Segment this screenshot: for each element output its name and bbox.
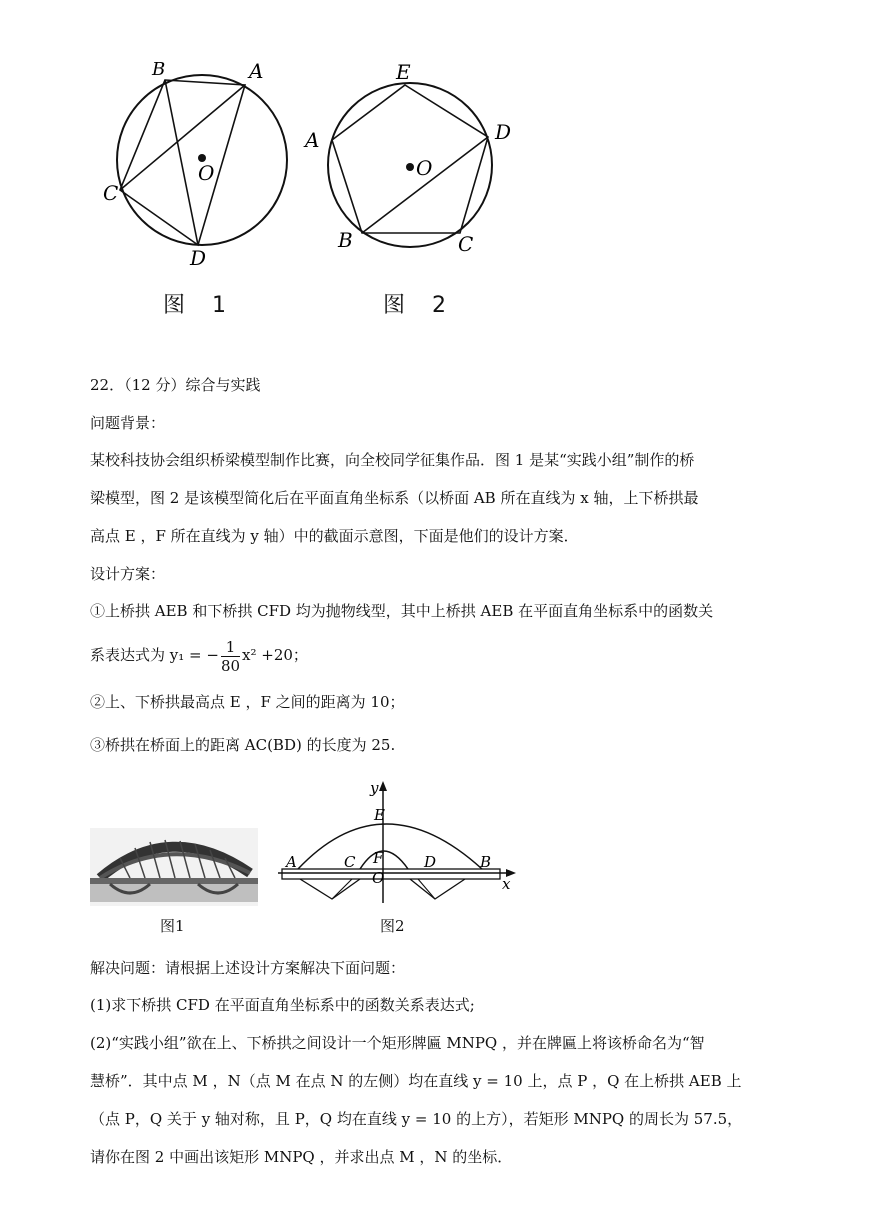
- label-E: E: [374, 806, 385, 824]
- bridge-model-image: [90, 828, 258, 906]
- design-title: 设计方案：: [90, 565, 166, 583]
- circle-pentagon-diagram: [300, 55, 530, 275]
- design-item-2: ②上、下桥拱最高点 E ，F 之间的距离为 10；: [90, 693, 405, 711]
- fraction: [221, 638, 240, 675]
- bridge-photo: [90, 828, 258, 906]
- label-D: D: [424, 853, 437, 871]
- label-A: A: [249, 59, 264, 83]
- label-O: O: [198, 161, 215, 185]
- label-O: O: [416, 156, 433, 180]
- design-item-1-line-1: ①上桥拱 AEB 和下桥拱 CFD 均为抛物线型，其中上桥拱 AEB 在平面直角坐标系中的函数关: [90, 602, 714, 620]
- background-line-2: 梁模型，图 2 是该模型简化后在平面直角坐标系（以桥面 AB 所在直线为 x 轴，上下桥拱最: [90, 489, 699, 507]
- bridge-figure-caption-2: 图2: [380, 917, 405, 935]
- bridge-cross-section-diagram: [270, 775, 520, 910]
- formula-prefix: 系表达式为 y₁ = −: [90, 646, 219, 664]
- solve-title: 解决问题：请根据上述设计方案解决下面问题：: [90, 959, 406, 977]
- label-D: D: [190, 246, 207, 270]
- label-C: C: [103, 181, 119, 205]
- figure-1-caption: 图 1: [163, 293, 236, 318]
- label-B: B: [152, 59, 166, 80]
- background-line-3: 高点 E ，F 所在直线为 y 轴）中的截面示意图，下面是他们的设计方案．: [90, 527, 579, 545]
- fraction-numerator: 1: [221, 638, 240, 657]
- formula-suffix: x² +20；: [242, 646, 308, 664]
- axis-label-y: y: [370, 779, 379, 797]
- bridge-figure-caption-1: 图1: [160, 917, 185, 935]
- design-item-3: ③桥拱在桥面上的距离 AC(BD) 的长度为 25.: [90, 736, 396, 754]
- center-dot: [406, 163, 414, 171]
- label-A: A: [305, 128, 320, 152]
- question-1: (1)求下桥拱 CFD 在平面直角坐标系中的函数关系表达式;: [90, 996, 475, 1014]
- label-E: E: [396, 60, 411, 84]
- label-A: A: [286, 853, 297, 871]
- figure-1: [95, 50, 310, 280]
- question-2-line-4: 请你在图 2 中画出该矩形 MNPQ ，并求出点 M ，N 的坐标．: [90, 1148, 513, 1166]
- origin-label: O: [372, 869, 385, 887]
- background-title: 问题背景：: [90, 414, 166, 432]
- figure-2-caption: 图 2: [383, 293, 456, 318]
- label-B: B: [338, 228, 353, 252]
- label-F: F: [373, 849, 384, 867]
- design-item-1-formula: [90, 636, 308, 675]
- axis-label-x: x: [502, 875, 511, 893]
- circle-quadrilateral-diagram: [95, 50, 310, 280]
- background-line-1: 某校科技协会组织桥梁模型制作比赛，向全校同学征集作品．图 1 是某“实践小组”制作的桥: [90, 451, 695, 469]
- label-C: C: [344, 853, 356, 871]
- fraction-denominator: 80: [220, 656, 241, 675]
- label-B: B: [480, 853, 492, 871]
- figure-2: [300, 55, 530, 275]
- question-2-line-2: 慧桥”．其中点 M ，N（点 M 在点 N 的左侧）均在直线 y = 10 上，点 P ，Q 在上桥拱 AEB 上: [90, 1072, 742, 1090]
- question-2-line-1: (2)“实践小组”欲在上、下桥拱之间设计一个矩形牌匾 MNPQ ，并在牌匾上将该桥命名为“智: [90, 1034, 705, 1052]
- label-D: D: [495, 120, 512, 144]
- problem-header: 22．（12 分）综合与实践: [90, 376, 261, 394]
- label-C: C: [458, 232, 474, 256]
- bridge-coordinate-figure: [270, 775, 520, 910]
- question-2-line-3: （点 P，Q 关于 y 轴对称，且 P，Q 均在直线 y = 10 的上方），若矩形 MNPQ 的周长为 57.5，: [90, 1110, 743, 1128]
